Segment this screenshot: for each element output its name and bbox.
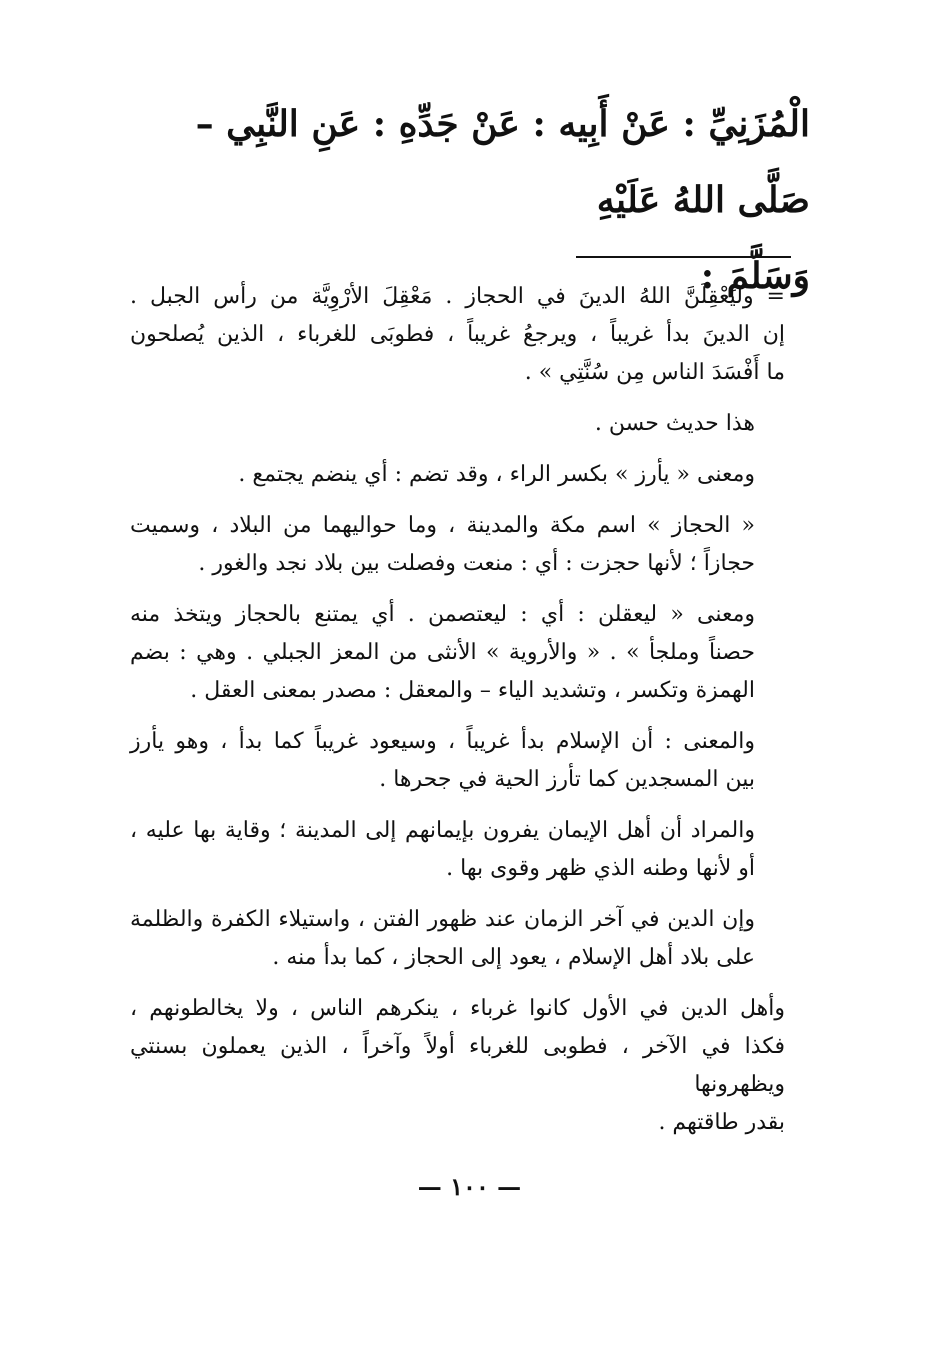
note-line: والمراد أن أهل الإيمان يفرون بإيمانهم إلى المدينة ؛ وقاية بها عليه ، xyxy=(130,818,755,843)
note-line: إن الدينَ بدأ غريباً ، ويرجعُ غريباً ، فطوبَى للغرباء ، الذين يُصلحون xyxy=(130,322,785,347)
page-number: — ١٠٠ — xyxy=(417,1172,522,1201)
note-line: حجازاً ؛ لأنها حجزت : أي : منعت وفصلت بين بلاد نجد والغور . xyxy=(198,551,755,576)
note-line: ما أَفْسَدَ الناس مِن سُنَّتِي » . xyxy=(524,360,785,385)
note-line: وأهل الدين في الأول كانوا غرباء ، ينكرهم الناس ، ولا يخالطونهم ، xyxy=(130,996,785,1021)
footnote-divider xyxy=(576,256,791,258)
note-line: ومعنى « ليعقلن : أي : ليعتصمن . أي يمتنع بالحجاز ويتخذ منه xyxy=(130,602,755,627)
note-line: ومعنى « يأرز » بكسر الراء ، وقد تضم : أي ينضم يجتمع . xyxy=(238,462,755,487)
note-line: حصناً وملجأ » . « والأروية » الأنثى من المعز الجبلي . وهي : بضم xyxy=(130,640,755,665)
note-line: « الحجاز » اسم مكة والمدينة ، وما حواليهما من البلاد ، وسميت xyxy=(130,513,755,538)
footnotes xyxy=(130,278,785,1155)
note-line: وإن الدين في آخر الزمان عند ظهور الفتن ، واستيلاء الكفرة والظلمة xyxy=(130,907,755,932)
note-paragraph xyxy=(130,278,785,392)
note-paragraph xyxy=(130,901,785,977)
hadith-line: وَسَلَّمَ : xyxy=(700,255,810,297)
note-paragraph xyxy=(130,405,785,443)
note-paragraph xyxy=(130,456,785,494)
note-line: والمعنى : أن الإسلام بدأ غريباً ، وسيعود غريباً كما بدأ ، وهو يأرز xyxy=(130,729,755,754)
note-line: بين المسجدين كما تأرز الحية في جحرها . xyxy=(379,767,755,792)
note-paragraph xyxy=(130,723,785,799)
note-line: = وليَعْقِلَنَّ اللهُ الدينَ في الحجاز . مَعْقِلَ الأرْوِيَّة من رأس الجبل . xyxy=(130,284,785,309)
note-line: بقدر طاقتهم . xyxy=(658,1110,785,1135)
note-paragraph xyxy=(130,990,785,1142)
note-line: هذا حديث حسن . xyxy=(594,411,755,436)
note-line: فكذا في الآخر ، فطوبى للغرباء أولاً وآخراً ، الذين يعملون بسنتي ويظهرونها xyxy=(130,1034,785,1097)
note-line: الهمزة وتكسر ، وتشديد الياء – والمعقل : مصدر بمعنى العقل . xyxy=(190,678,755,703)
note-paragraph xyxy=(130,596,785,710)
note-paragraph xyxy=(130,507,785,583)
note-line: أو لأنها وطنه الذي ظهر وقوى بها . xyxy=(446,856,755,881)
note-line: على بلاد أهل الإسلام ، يعود إلى الحجاز ، كما بدأ منه . xyxy=(272,945,755,970)
note-paragraph xyxy=(130,812,785,888)
hadith-line: الْمُزَنِيِّ : عَنْ أَبِيه : عَنْ جَدِّهِ : عَنِ النَّبِي – صَلَّى اللهُ عَلَيْهِ xyxy=(195,103,810,221)
